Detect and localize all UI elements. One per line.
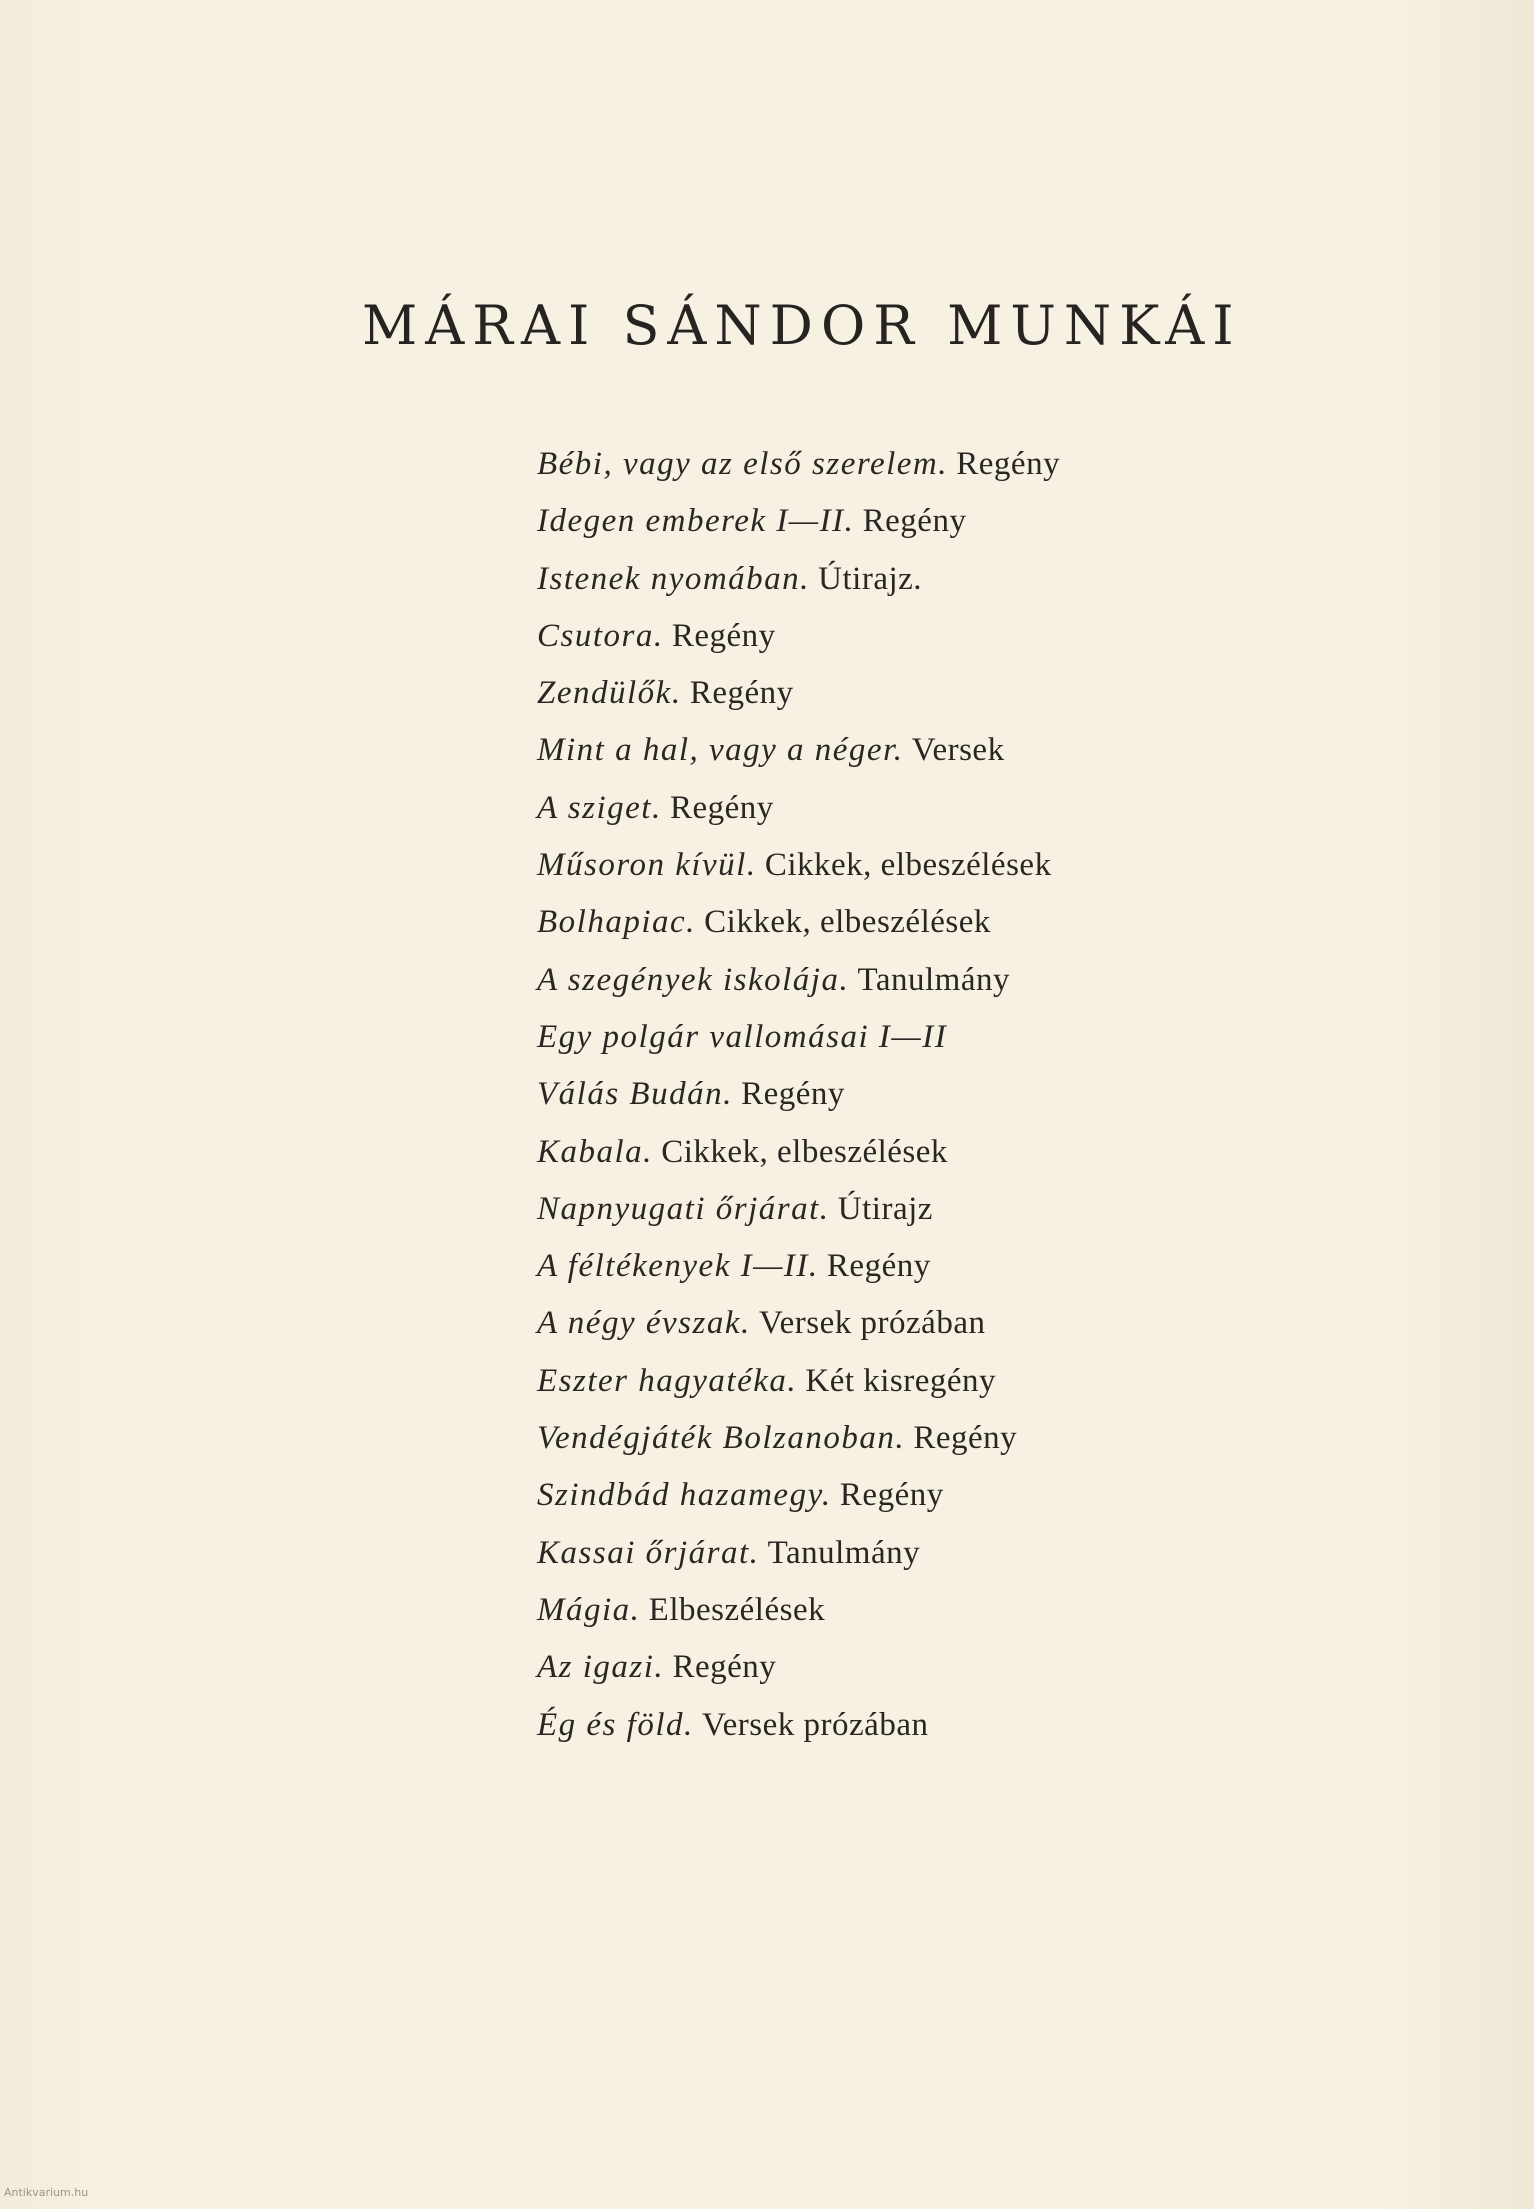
work-title: Napnyugati őrjárat. <box>537 1190 830 1227</box>
work-genre: Regény <box>956 446 1061 482</box>
work-title: Bolhapiac. <box>537 904 696 941</box>
work-title: Eszter hagyatéka. <box>537 1362 798 1399</box>
work-genre: Elbeszélések <box>648 1591 826 1628</box>
works-list <box>537 436 1060 1754</box>
list-item <box>537 551 1060 608</box>
list-item <box>537 1181 1060 1238</box>
work-genre: Tanulmány <box>857 961 1010 998</box>
work-genre: Útirajz. <box>818 560 923 597</box>
work-genre: Regény <box>669 789 774 826</box>
list-item <box>537 952 1060 1009</box>
work-title: Műsoron kívül. <box>537 847 757 884</box>
work-title: Bébi, vagy az első szerelem. <box>537 446 949 482</box>
work-title: Az igazi. <box>537 1649 665 1686</box>
list-item <box>537 1009 1060 1066</box>
work-title: Szindbád hazamegy. <box>537 1477 832 1514</box>
list-item <box>537 665 1060 722</box>
work-genre: Regény <box>689 675 794 712</box>
work-genre: Regény <box>913 1420 1018 1457</box>
work-genre: Regény <box>741 1076 845 1113</box>
list-item <box>537 1353 1060 1410</box>
work-title: Kabala. <box>537 1133 653 1170</box>
work-genre: Cikkek, elbeszélések <box>661 1133 948 1170</box>
work-genre: Versek prózában <box>758 1305 986 1342</box>
list-item <box>537 1295 1060 1352</box>
work-title: Csutora. <box>537 617 664 654</box>
list-item <box>537 722 1060 779</box>
list-item <box>537 780 1060 837</box>
work-title: Zendülők. <box>537 675 682 712</box>
work-title: Istenek nyomában. <box>537 560 810 597</box>
work-genre: Tanulmány <box>767 1534 921 1571</box>
list-item <box>537 1582 1060 1639</box>
list-item <box>537 493 1060 550</box>
work-title: Mint a hal, vagy a néger. <box>537 732 904 769</box>
work-title: Idegen emberek I—II. <box>537 503 855 540</box>
list-item <box>537 608 1060 665</box>
work-genre: Versek prózában <box>701 1706 929 1743</box>
work-genre: Két kisregény <box>805 1362 997 1399</box>
work-title: A négy évszak. <box>537 1305 751 1342</box>
work-title: A sziget. <box>537 789 662 826</box>
watermark: Antikvarium.hu <box>4 2186 89 2199</box>
work-title: Egy polgár vallomásai I—II <box>537 1018 948 1055</box>
list-item <box>537 1410 1060 1467</box>
work-genre: Versek <box>911 732 1005 769</box>
work-title: Mágia. <box>537 1591 641 1628</box>
work-title: Vendégjáték Bolzanoban. <box>537 1420 906 1457</box>
list-item <box>537 837 1060 894</box>
list-item <box>537 1124 1060 1181</box>
work-genre: Útirajz <box>837 1190 933 1227</box>
list-item <box>537 1639 1060 1696</box>
list-item <box>537 1238 1060 1295</box>
list-item <box>537 1467 1060 1524</box>
work-title: Ég és föld. <box>537 1706 694 1743</box>
list-item <box>537 1697 1060 1754</box>
list-item <box>537 436 1060 493</box>
work-genre: Regény <box>839 1477 944 1514</box>
work-genre: Cikkek, elbeszélések <box>764 847 1052 884</box>
work-title: Válás Budán. <box>537 1076 733 1113</box>
work-title: Kassai őrjárat. <box>537 1534 760 1571</box>
page-title: MÁRAI SÁNDOR MUNKÁI <box>362 294 1242 358</box>
work-genre: Cikkek, elbeszélések <box>704 904 991 941</box>
work-title: A féltékenyek I—II. <box>537 1248 819 1285</box>
list-item <box>537 1066 1060 1123</box>
work-genre: Regény <box>671 617 776 654</box>
work-genre: Regény <box>672 1649 777 1686</box>
list-item <box>537 894 1060 951</box>
work-title: A szegények iskolája. <box>537 961 850 998</box>
work-genre: Regény <box>862 503 967 540</box>
list-item <box>537 1525 1060 1582</box>
work-genre: Regény <box>826 1248 931 1285</box>
